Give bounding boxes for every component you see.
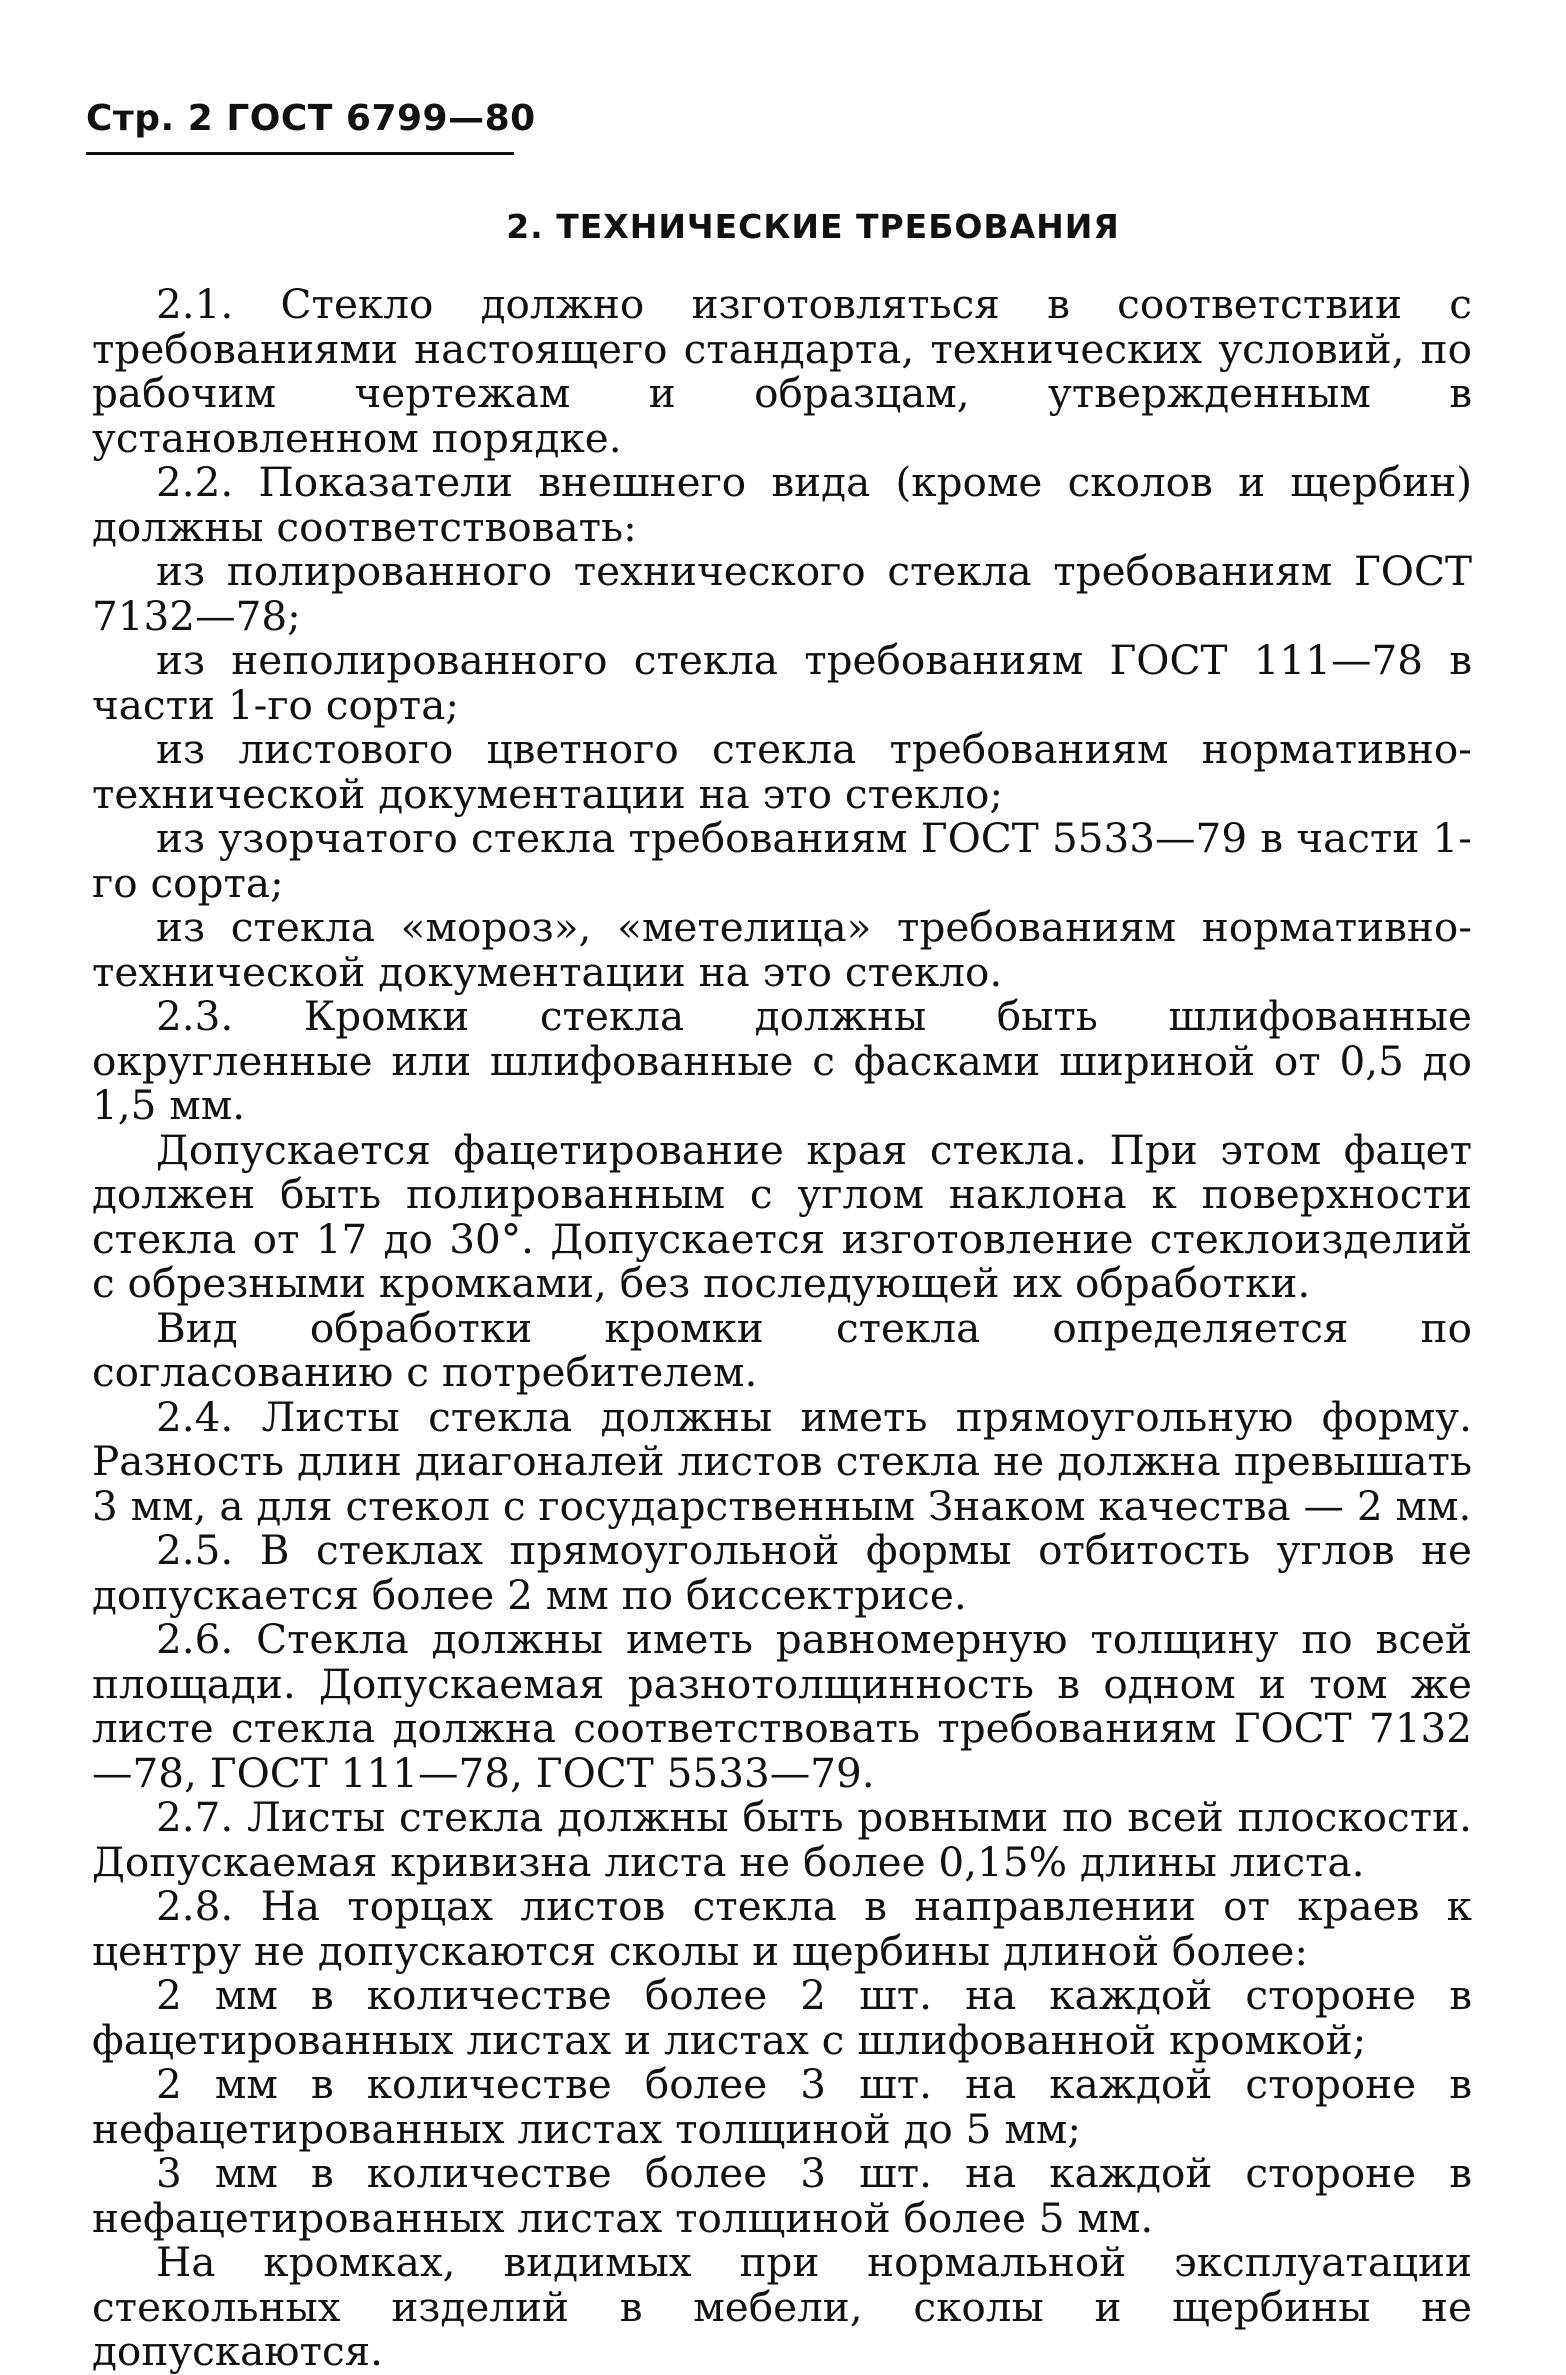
paragraph: На кромках, видимых при нормальной эксплуатации стекольных изделий в мебели, сколы и щербины не допускаются. [92, 2238, 1472, 2375]
section-title: 2. ТЕХНИЧЕСКИЕ ТРЕБОВАНИЯ [506, 207, 1120, 246]
page-header: Стр. 2 ГОСТ 6799—80 [86, 98, 536, 139]
list-item: 2 мм в количестве более 2 шт. на каждой стороне в фацетированных листах и листах с шлифованной кромкой; [92, 1971, 1472, 2064]
list-item: из узорчатого стекла требованиям ГОСТ 5533—79 в части 1-го сорта; [92, 814, 1472, 907]
paragraph: 2.6. Стекла должны иметь равномерную толщину по всей площади. Допускаемая разнотолщинность в одном и том же листе стекла должна соответствовать требованиям ГОСТ 7132—78, ГОСТ 111—78, ГОСТ 5533—79. [92, 1615, 1472, 1797]
paragraph: 2.3. Кромки стекла должны быть шлифованные округленные или шлифованные с фасками шириной от 0,5 до 1,5 мм. [92, 992, 1472, 1129]
paragraph: Вид обработки кромки стекла определяется по согласованию с потребителем. [92, 1303, 1472, 1396]
paragraph: 2.7. Листы стекла должны быть ровными по всей плоскости. Допускаемая кривизна листа не более 0,15% длины листа. [92, 1793, 1472, 1886]
list-item: из неполированного стекла требованиям ГОСТ 111—78 в части 1-го сорта; [92, 636, 1472, 729]
list-item: из листового цветного стекла требованиям нормативно-технической документации на это стекло; [92, 725, 1472, 818]
paragraph: 2.8. На торцах листов стекла в направлении от краев к центру не допускаются сколы и щербины длиной более: [92, 1882, 1472, 1975]
list-item: из стекла «мороз», «метелица» требованиям нормативно-технической документации на это стекло. [92, 903, 1472, 996]
list-item: из полированного технического стекла требованиям ГОСТ 7132—78; [92, 547, 1472, 640]
paragraph: 2.2. Показатели внешнего вида (кроме сколов и щербин) должны соответствовать: [92, 458, 1472, 551]
paragraph: Допускается фацетирование края стекла. При этом фацет должен быть полированным с углом наклона к поверхности стекла от 17 до 30°. Допускается изготовление стеклоизделий с обрезными кромками, без последующей их обработки. [92, 1125, 1472, 1307]
paragraph: 2.5. В стеклах прямоугольной формы отбитость углов не допускается более 2 мм по биссектрисе. [92, 1526, 1472, 1619]
list-item: 3 мм в количестве более 3 шт. на каждой стороне в нефацетированных листах толщиной более 5 мм. [92, 2149, 1472, 2242]
paragraph: 2.4. Листы стекла должны иметь прямоугольную форму. Разность длин диагоналей листов стекла не должна превышать 3 мм, а для стекол с государственным Знаком качества — 2 мм. [92, 1392, 1472, 1530]
paragraph: 2.1. Стекло должно изготовляться в соответствии с требованиями настоящего стандарта, технических условий, по рабочим чертежам и образцам, утвержденным в установленном порядке. [92, 280, 1472, 462]
document-body [92, 282, 1472, 2374]
header-rule [86, 152, 514, 155]
list-item: 2 мм в количестве более 3 шт. на каждой стороне в нефацетированных листах толщиной до 5 мм; [92, 2060, 1472, 2153]
